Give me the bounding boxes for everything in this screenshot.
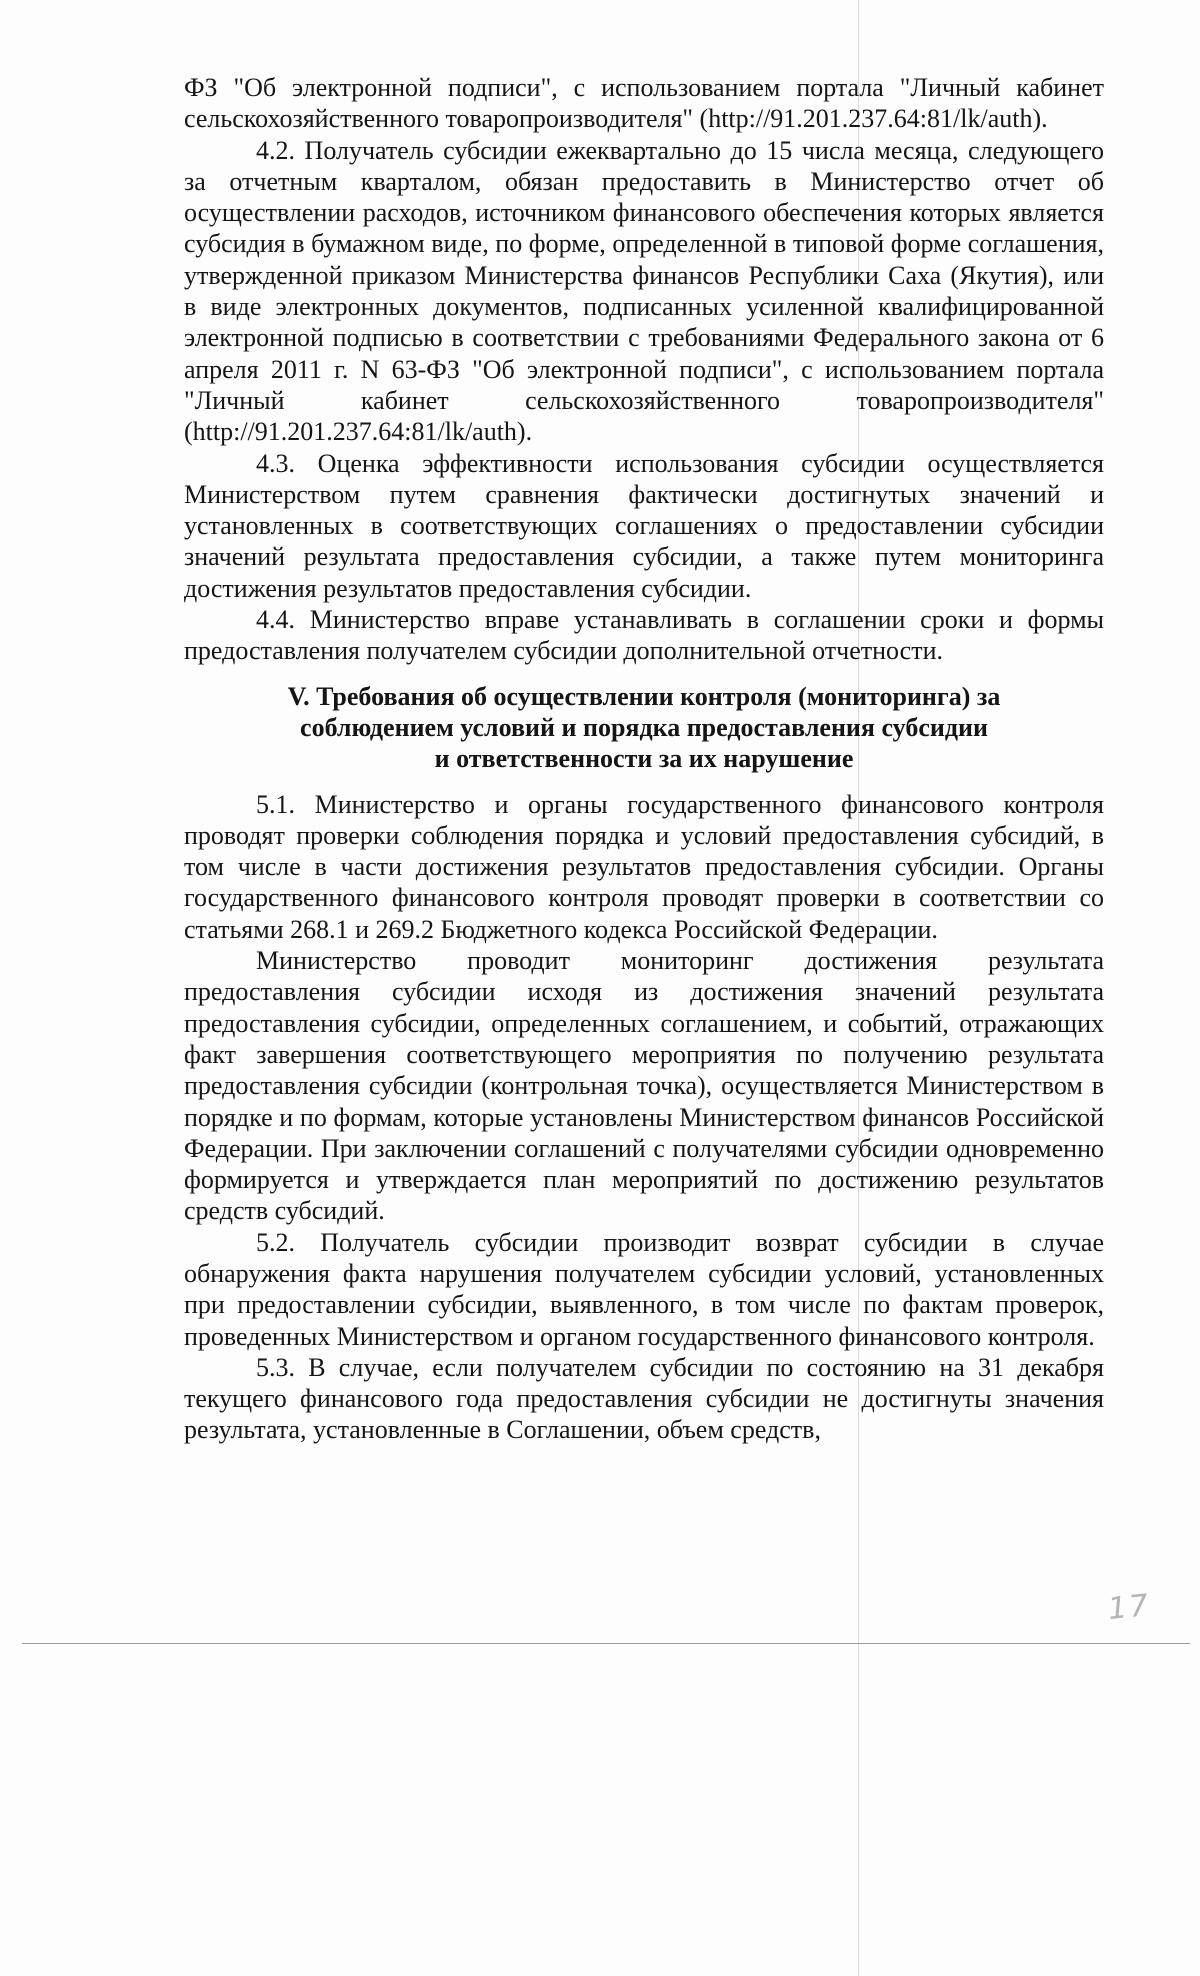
section-v-heading xyxy=(184,681,1104,775)
section-heading-line-1: V. Требования об осуществлении контроля (мониторинга) за xyxy=(287,681,1001,711)
handwritten-page-number: 17 xyxy=(1106,1587,1152,1628)
section-heading-line-3: и ответственности за их нарушение xyxy=(434,744,854,774)
document-body xyxy=(184,72,1104,1446)
paragraph-4-2: 4.2. Получатель субсидии ежеквартально до 15 числа месяца, следующего за отчетным кварталом, обязан предоставить в Министерство отчет об осуществлении расходов, источником финансового обеспечения которых является субсидия в бумажном виде, по форме, определенной в типовой форме соглашения, утвержденной приказом Министерства финансов Республики Саха (Якутия), или в виде электронных документов, подписанных усиленной квалифицированной электронной подписью в соответствии с требованиями Федерального закона от 6 апреля 2011 г. N 63-ФЗ "Об электронной подписи", с использованием портала "Личный кабинет сельскохозяйственного товаропроизводителя" (http://91.201.237.64:81/lk/auth). xyxy=(184,135,1104,447)
paragraph-continuation: ФЗ "Об электронной подписи", с использованием портала "Личный кабинет сельскохозяйственного товаропроизводителя" (http://91.201.237.64:81/lk/auth). xyxy=(184,73,1104,134)
paragraph-4-3: 4.3. Оценка эффективности использования субсидии осуществляется Министерством путем сравнения фактически достигнутых значений и установленных в соответствующих соглашениях о предоставлении субсидии значений результата предоставления субсидии, а также путем мониторинга достижения результатов предоставления субсидии. xyxy=(184,448,1104,603)
section-heading-line-2: соблюдением условий и порядка предоставления субсидии xyxy=(300,712,988,742)
paragraph-5-1-monitoring: Министерство проводит мониторинг достижения результата предоставления субсидии исходя из достижения значений результата предоставления субсидии, определенных соглашением, и событий, отражающих факт завершения соответствующего мероприятия по получению результата предоставления субсидии (контрольная точка), осуществляется Министерством в порядке и по формам, которые установлены Министерством финансов Российской Федерации. При заключении соглашений с получателями субсидии одновременно формируется и утверждается план мероприятий по достижению результатов средств субсидий. xyxy=(184,946,1104,1226)
page-bottom-rule xyxy=(22,1643,1190,1644)
paragraph-5-1: 5.1. Министерство и органы государственного финансового контроля проводят проверки соблюдения порядка и условий предоставления субсидий, в том числе в части достижения результатов предоставления субсидии. Органы государственного финансового контроля проводят проверки в соответствии со статьями 268.1 и 269.2 Бюджетного кодекса Российской Федерации. xyxy=(184,789,1104,944)
paragraph-4-4: 4.4. Министерство вправе устанавливать в соглашении сроки и формы предоставления получателем субсидии дополнительной отчетности. xyxy=(184,605,1104,666)
paragraph-5-3: 5.3. В случае, если получателем субсидии по состоянию на 31 декабря текущего финансового года предоставления субсидии не достигнуты значения результата, установленные в Соглашении, объем средств, xyxy=(184,1352,1104,1445)
paragraph-5-2: 5.2. Получатель субсидии производит возврат субсидии в случае обнаружения факта нарушения получателем субсидии условий, установленных при предоставлении субсидии, выявленного, в том числе по фактам проверок, проведенных Министерством и органом государственного финансового контроля. xyxy=(184,1227,1104,1351)
